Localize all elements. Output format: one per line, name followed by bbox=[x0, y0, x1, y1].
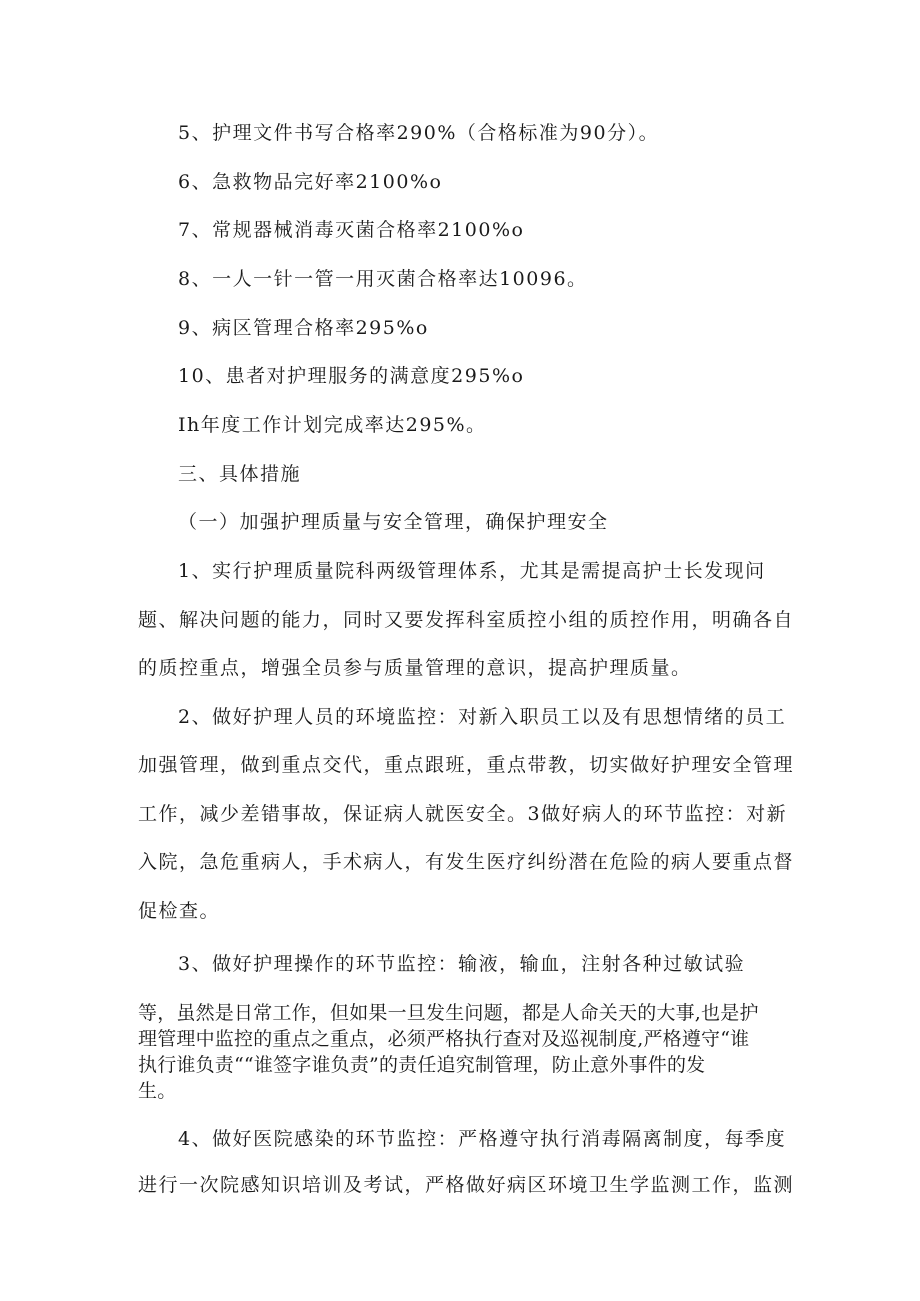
paragraph-line: 生。 bbox=[138, 1080, 177, 1102]
paragraph-line: 1、实行护理质量院科两级管理体系，尤其是需提高护士长发现问 bbox=[178, 560, 766, 582]
text-line: Ih年度工作计划完成率达295%。 bbox=[178, 414, 487, 436]
text-line: 10、患者对护理服务的满意度295%o bbox=[178, 365, 525, 387]
text-line: 8、一人一针一管一用灭菌合格率达10096。 bbox=[178, 268, 588, 290]
text-line: 6、急救物品完好率2100%o bbox=[178, 171, 443, 193]
subsection-heading: （一）加强护理质量与安全管理，确保护理安全 bbox=[178, 511, 609, 533]
paragraph-line: 执行谁负责““谁签字谁负责”的责任追究制管理，防止意外事件的发 bbox=[138, 1054, 706, 1076]
text-line: 5、护理文件书写合格率290%（合格标准为90分）。 bbox=[178, 122, 660, 144]
paragraph-line: 的质控重点，增强全员参与质量管理的意识，提高护理质量。 bbox=[138, 657, 692, 679]
text-line: 7、常规器械消毒灭菌合格率2100%o bbox=[178, 219, 525, 241]
paragraph-line: 2、做好护理人员的环境监控：对新入职员工以及有思想情绪的员工 bbox=[178, 706, 787, 728]
paragraph-line: 促检查。 bbox=[138, 900, 221, 922]
paragraph-line: 入院，急危重病人，手术病人，有发生医疗纠纷潜在危险的病人要重点督 bbox=[138, 851, 795, 873]
paragraph-line: 题、解决问题的能力，同时又要发挥科室质控小组的质控作用，明确各自 bbox=[138, 609, 795, 631]
paragraph-line: 工作，减少差错事故，保证病人就医安全。3做好病人的环节监控：对新 bbox=[138, 803, 788, 825]
paragraph-line: 3、做好护理操作的环节监控：输液，输血，注射各种过敏试验 bbox=[178, 953, 746, 975]
section-heading: 三、具体措施 bbox=[178, 463, 302, 485]
paragraph-line: 进行一次院感知识培训及考试，严格做好病区环境卫生学监测工作，监测 bbox=[138, 1174, 795, 1196]
paragraph-line: 加强管理，做到重点交代，重点跟班，重点带教，切实做好护理安全管理 bbox=[138, 754, 795, 776]
paragraph-line: 理管理中监控的重点之重点，必须严格执行查对及巡视制度,严格遵守“谁 bbox=[138, 1028, 750, 1050]
text-line: 9、病区管理合格率295%o bbox=[178, 317, 429, 339]
paragraph-line: 等，虽然是日常工作，但如果一旦发生问题，都是人命关天的大事,也是护 bbox=[138, 1002, 759, 1024]
paragraph-line: 4、做好医院感染的环节监控：严格遵守执行消毒隔离制度，每季度 bbox=[178, 1128, 787, 1150]
